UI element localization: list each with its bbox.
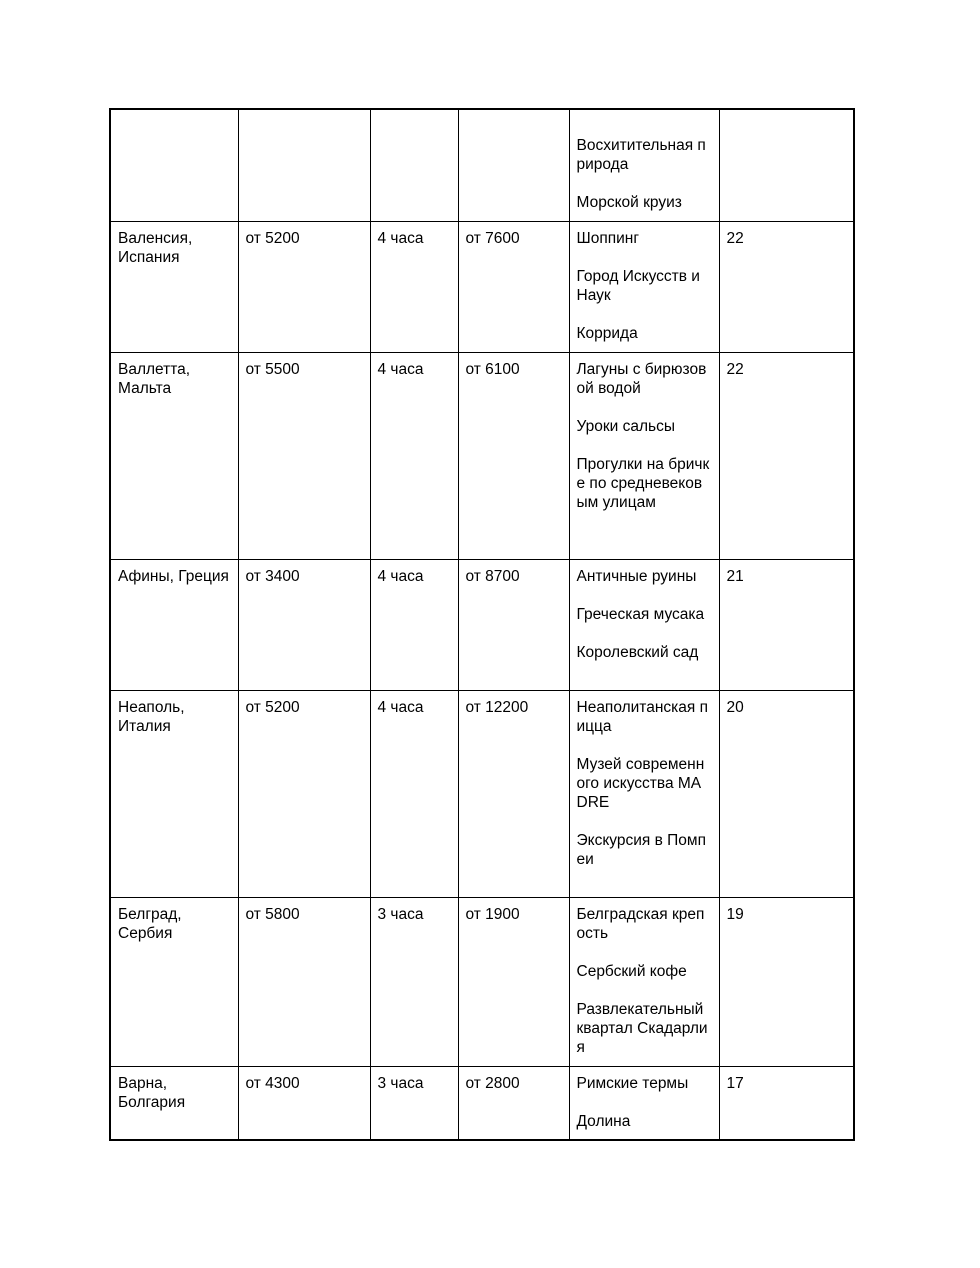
temperature-text: 22 xyxy=(726,229,744,247)
flight-time-text: 4 часа xyxy=(377,229,424,247)
temperature-cell xyxy=(719,1066,854,1140)
feature-item: Античные руины xyxy=(576,567,697,585)
city-text: Неаполь, Италия xyxy=(118,698,185,735)
city-cell xyxy=(110,352,238,559)
temperature-text: 17 xyxy=(726,1074,744,1092)
price-cell xyxy=(238,221,370,352)
hotel-price-cell xyxy=(458,690,569,897)
price-cell xyxy=(238,559,370,690)
flight-time-cell xyxy=(370,690,458,897)
feature-item: Лагуны с бирюзовой водой xyxy=(576,360,707,397)
city-text: Афины, Греция xyxy=(118,567,229,585)
city-text: Валлетта, Мальта xyxy=(118,360,191,397)
table-row xyxy=(110,690,854,897)
features-cell xyxy=(569,1066,719,1140)
flight-time-cell xyxy=(370,559,458,690)
features-cell xyxy=(569,559,719,690)
hotel-price-text: от 12200 xyxy=(465,698,529,716)
feature-item: Белградская крепость xyxy=(576,905,705,942)
feature-item: Долина xyxy=(576,1112,631,1130)
flight-time-text: 3 часа xyxy=(377,1074,424,1092)
temperature-text: 19 xyxy=(726,905,744,923)
price-text: от 5500 xyxy=(245,360,300,378)
price-text: от 3400 xyxy=(245,567,300,585)
hotel-price-cell xyxy=(458,897,569,1066)
hotel-price-cell xyxy=(458,352,569,559)
flight-time-text: 3 часа xyxy=(377,905,424,923)
table-row xyxy=(110,897,854,1066)
temperature-cell xyxy=(719,690,854,897)
price-cell xyxy=(238,352,370,559)
destinations-table xyxy=(109,108,855,1141)
city-cell xyxy=(110,690,238,897)
features-cell xyxy=(569,897,719,1066)
hotel-price-text: от 7600 xyxy=(465,229,520,247)
flight-time-cell xyxy=(370,1066,458,1140)
table-row xyxy=(110,1066,854,1140)
hotel-price-cell xyxy=(458,109,569,221)
city-cell xyxy=(110,221,238,352)
flight-time-text: 4 часа xyxy=(377,698,424,716)
table-row xyxy=(110,352,854,559)
hotel-price-text: от 6100 xyxy=(465,360,520,378)
city-cell xyxy=(110,897,238,1066)
temperature-cell xyxy=(719,352,854,559)
table-row xyxy=(110,109,854,221)
features-cell xyxy=(569,109,719,221)
city-cell xyxy=(110,559,238,690)
feature-item: Развлекательный квартал Скадарлия xyxy=(576,1000,708,1056)
temperature-cell xyxy=(719,559,854,690)
feature-item: Шоппинг xyxy=(576,229,639,247)
table-row xyxy=(110,221,854,352)
feature-item: Музей современного искусства MADRE xyxy=(576,755,705,811)
feature-item: Восхитительная природа xyxy=(576,137,706,173)
feature-item: Экскурсия в Помпеи xyxy=(576,831,706,868)
city-text: Валенсия, Испания xyxy=(118,229,193,266)
temperature-cell xyxy=(719,897,854,1066)
price-cell xyxy=(238,109,370,221)
feature-item: Морской круиз xyxy=(576,194,682,211)
temperature-cell xyxy=(719,109,854,221)
feature-item: Коррида xyxy=(576,324,638,342)
features-cell xyxy=(569,690,719,897)
flight-time-text: 4 часа xyxy=(377,567,424,585)
flight-time-cell xyxy=(370,109,458,221)
price-text: от 5200 xyxy=(245,229,300,247)
flight-time-text: 4 часа xyxy=(377,360,424,378)
features-cell xyxy=(569,352,719,559)
feature-item: Уроки сальсы xyxy=(576,417,676,435)
temperature-text: 22 xyxy=(726,360,744,378)
feature-item: Прогулки на бричке по средневековым улицам xyxy=(576,455,710,511)
hotel-price-cell xyxy=(458,559,569,690)
flight-time-cell xyxy=(370,352,458,559)
temperature-text: 20 xyxy=(726,698,744,716)
table-body xyxy=(110,109,854,1140)
feature-item: Королевский сад xyxy=(576,643,699,661)
temperature-cell xyxy=(719,221,854,352)
hotel-price-cell xyxy=(458,1066,569,1140)
price-cell xyxy=(238,1066,370,1140)
feature-item: Римские термы xyxy=(576,1074,689,1092)
table-row xyxy=(110,559,854,690)
feature-item: Неаполитанская пицца xyxy=(576,698,709,735)
feature-item: Город Искусств и Наук xyxy=(576,267,700,304)
hotel-price-text: от 1900 xyxy=(465,905,520,923)
hotel-price-text: от 8700 xyxy=(465,567,520,585)
features-cell xyxy=(569,221,719,352)
hotel-price-cell xyxy=(458,221,569,352)
feature-item: Греческая мусака xyxy=(576,605,705,623)
city-text: Варна, Болгария xyxy=(118,1074,186,1111)
price-text: от 5800 xyxy=(245,905,300,923)
city-cell xyxy=(110,1066,238,1140)
price-text: от 5200 xyxy=(245,698,300,716)
temperature-text: 21 xyxy=(726,567,744,585)
flight-time-cell xyxy=(370,897,458,1066)
feature-item: Сербский кофе xyxy=(576,962,687,980)
city-cell xyxy=(110,109,238,221)
price-cell xyxy=(238,897,370,1066)
city-text: Белград, Сербия xyxy=(118,905,182,942)
flight-time-cell xyxy=(370,221,458,352)
price-cell xyxy=(238,690,370,897)
hotel-price-text: от 2800 xyxy=(465,1074,520,1092)
price-text: от 4300 xyxy=(245,1074,300,1092)
